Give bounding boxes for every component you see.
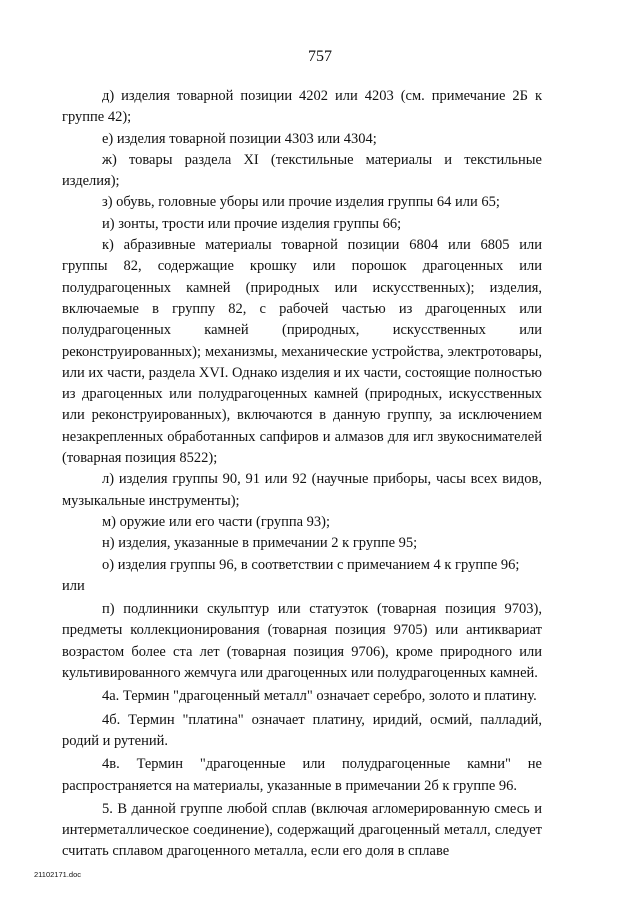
note-4b: 4б. Термин "платина" означает платину, иридий, осмий, палладий, родий и рутений.	[62, 711, 542, 749]
note-4a: 4а. Термин "драгоценный металл" означает серебро, золото и платину.	[102, 688, 537, 705]
page-number: 757	[308, 48, 332, 65]
footer-filename: 21102171.doc	[34, 870, 81, 879]
paragraph-m: м) оружие или его части (группа 93);	[102, 513, 331, 530]
paragraph-n: н) изделия, указанные в примечании 2 к группе 95;	[102, 535, 418, 552]
paragraph-o: о) изделия группы 96, в соответствии с примечанием 4 к группе 96;	[102, 556, 520, 573]
paragraph-l: л) изделия группы 90, 91 или 92 (научные приборы, часы всех видов, музыкальные инструменты);	[62, 471, 542, 509]
paragraph-d: д) изделия товарной позиции 4202 или 4203 (см. примечание 2Б к группе 42);	[62, 88, 542, 126]
paragraph-z: з) обувь, головные уборы или прочие изделия группы 64 или 65;	[102, 194, 500, 211]
paragraph-k: к) абразивные материалы товарной позиции 6804 или 6805 или группы 82, содержащие крошку или порошок драгоценных или полудрагоценных камней (природных или искусственных); изделия, включаемые в группу 82, с рабочей частью из драгоценных или полудрагоценных камней (природных, искусственных или реконструированных); механизмы, механические устройства, электротовары, или их части, раздела XVI. Однако изделия и их части, состоящие полностью из драгоценных или полудрагоценных камней (природных, искусственных или реконструированных), включаются в данную группу, за исключением незакрепленных обработанных сапфиров и алмазов для игл звукоснимателей (товарная позиция 8522);	[62, 237, 542, 467]
paragraph-i: и) зонты, трости или прочие изделия группы 66;	[102, 215, 402, 232]
paragraph-p: п) подлинники скульптур или статуэток (товарная позиция 9703), предметы коллекционирования (товарная позиция 9705) или антиквариат возрастом более ста лет (товарная позиция 9706), кроме природного или культивированного жемчуга или драгоценных или полудрагоценных камней.	[62, 601, 542, 682]
note-4v: 4в. Термин "драгоценные или полудрагоценные камни" не распространяется на материалы, указанные в примечании 2б к группе 96.	[62, 756, 542, 794]
paragraph-e: е) изделия товарной позиции 4303 или 4304;	[102, 130, 377, 147]
paragraph-or: или	[62, 577, 85, 594]
paragraph-zh: ж) товары раздела XI (текстильные материалы и текстильные изделия);	[62, 151, 542, 190]
document-body	[62, 86, 542, 863]
note-5: 5. В данной группе любой сплав (включая агломерированную смесь и интерметаллическое соединение), содержащий драгоценный металл, следует считать сплавом драгоценного металла, если его доля в сплаве	[62, 800, 542, 860]
